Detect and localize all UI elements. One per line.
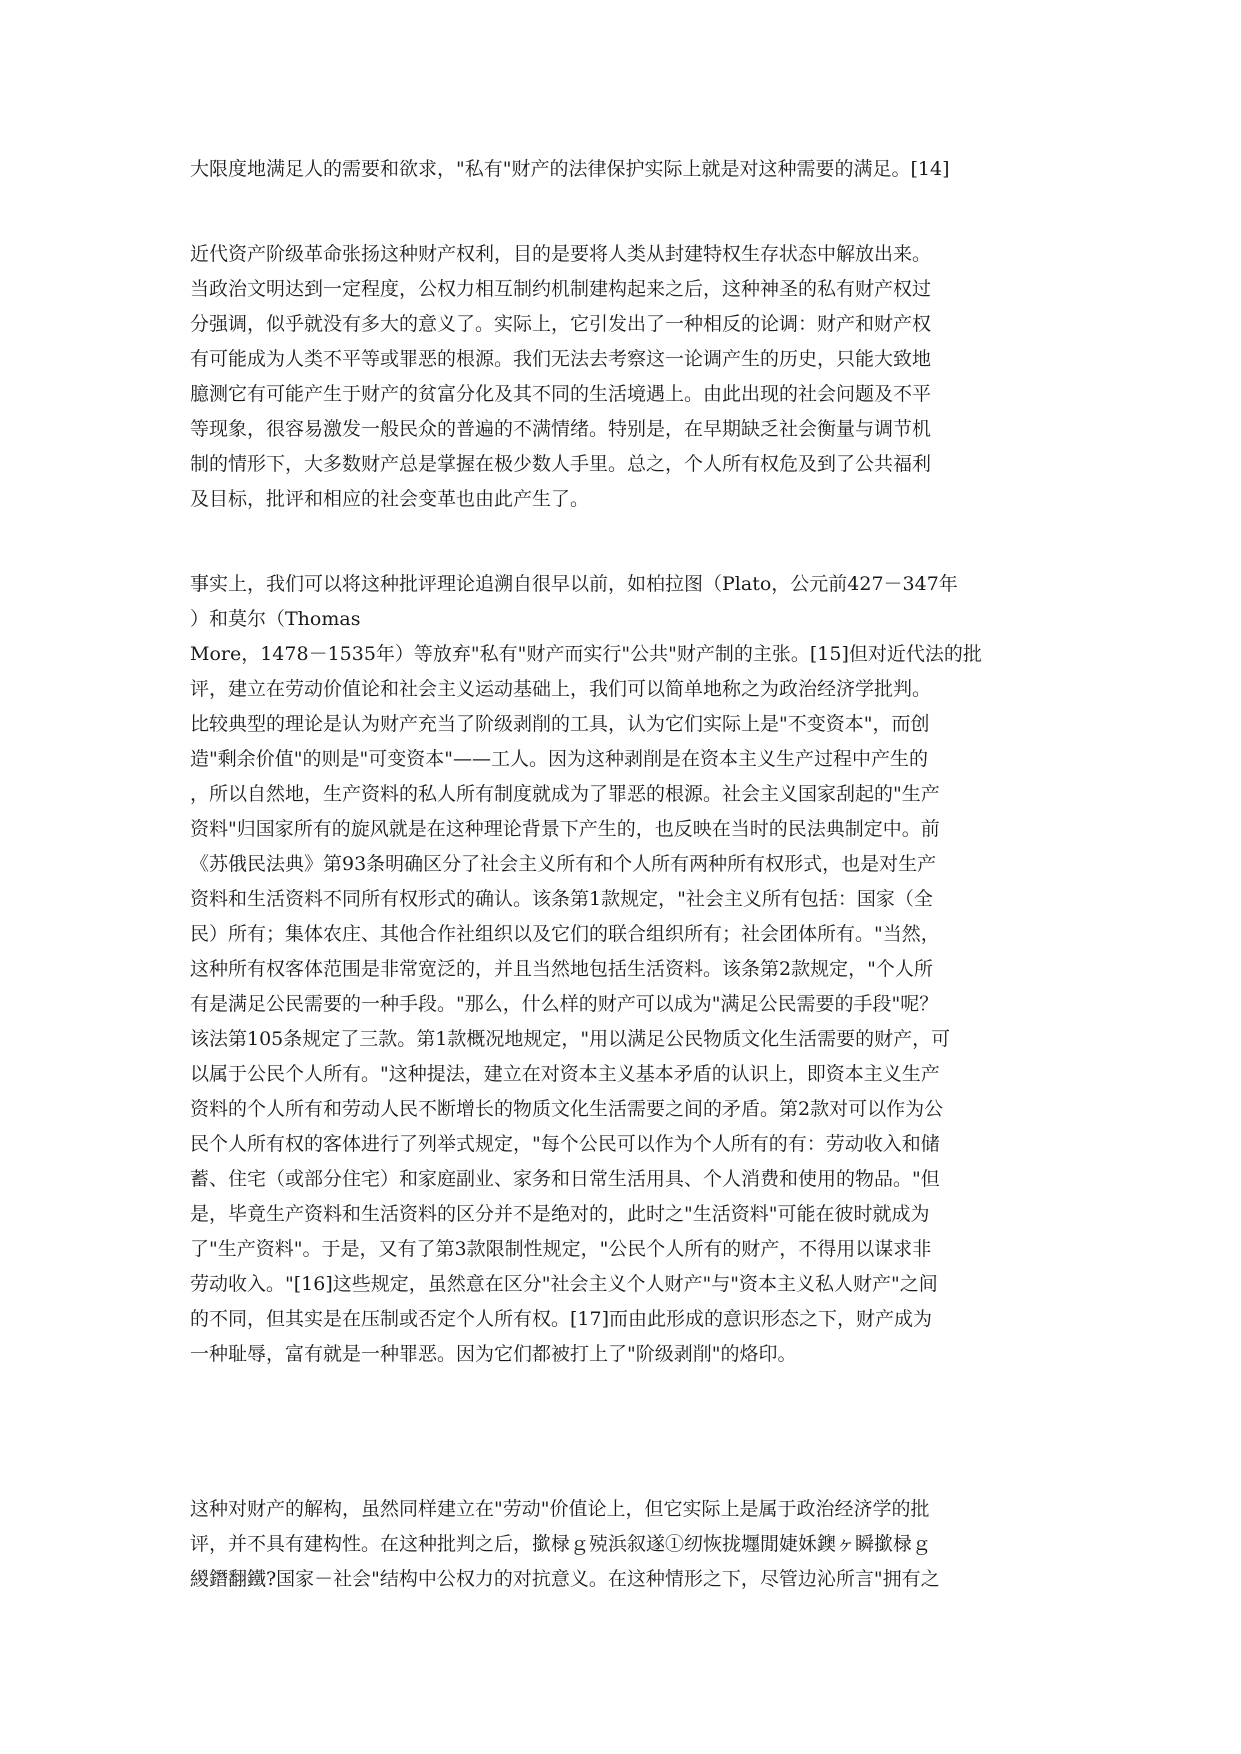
document-body (190, 152, 1057, 1597)
text-line: ，所以自然地，生产资料的私人所有制度就成为了罪恶的根源。社会主义国家刮起的"生产 (190, 783, 940, 805)
text-line: 这种对财产的解构，虽然同样建立在"劳动"价值论上，但它实际上是属于政治经济学的批 (190, 1498, 930, 1520)
paragraph-3 (190, 567, 1057, 1442)
text-line: 民个人所有权的客体进行了列举式规定，"每个公民可以作为个人所有的有：劳动收入和储 (190, 1133, 940, 1155)
text-line: 评，并不具有建构性。在这种批判之后，撳椂ｇ殑浜叙遂①纫恢拢壥閒婕姀鐭ヶ瞬撳椂ｇ (190, 1533, 932, 1555)
text-line: 一种耻辱，富有就是一种罪恶。因为它们都被打上了"阶级剥削"的烙印。 (190, 1343, 797, 1365)
text-line: 蓄、住宅（或部分住宅）和家庭副业、家务和日常生活用具、个人消费和使用的物品。"但 (190, 1168, 940, 1190)
text-line: 事实上，我们可以将这种批评理论追溯自很早以前，如柏拉图（Plato，公元前427－347年 (190, 573, 958, 595)
paragraph-4 (190, 1492, 1057, 1597)
text-line: ）和莫尔（Thomas (190, 608, 361, 630)
paragraph-2 (190, 237, 1057, 517)
text-line: 分强调，似乎就没有多大的意义了。实际上，它引发出了一种相反的论调：财产和财产权 (190, 313, 932, 335)
text-line: More，1478－1535年）等放弃"私有"财产而实行"公共"财产制的主张。[15]但对近代法的批 (190, 643, 982, 665)
text-line: 的不同，但其实是在压制或否定个人所有权。[17]而由此形成的意识形态之下，财产成为 (190, 1308, 933, 1330)
text-line: 评，建立在劳动价值论和社会主义运动基础上，我们可以简单地称之为政治经济学批判。 (190, 678, 932, 700)
text-line: 民）所有；集体农庄、其他合作社组织以及它们的联合组织所有；社会团体所有。"当然， (190, 923, 940, 945)
text-line: 有是满足公民需要的一种手段。"那么，什么样的财产可以成为"满足公民需要的手段"呢？ (190, 993, 939, 1015)
text-line (190, 1407, 1057, 1442)
text-line: 及目标，批评和相应的社会变革也由此产生了。 (190, 488, 590, 510)
text-line: 造"剩余价值"的则是"可变资本"——工人。因为这种剥削是在资本主义生产过程中产生的 (190, 748, 928, 770)
text-line: 该法第105条规定了三款。第1款概况地规定，"用以满足公民物质文化生活需要的财产，可 (190, 1028, 951, 1050)
text-line: 资料和生活资料不同所有权形式的确认。该条第1款规定，"社会主义所有包括：国家（全 (190, 888, 933, 910)
text-line: 了"生产资料"。于是，又有了第3款限制性规定，"公民个人所有的财产，不得用以谋求非 (190, 1238, 932, 1260)
text-line: 当政治文明达到一定程度，公权力相互制约机制建构起来之后，这种神圣的私有财产权过 (190, 278, 932, 300)
text-line: 有可能成为人类不平等或罪恶的根源。我们无法去考察这一论调产生的历史，只能大致地 (190, 348, 932, 370)
text-line: 《苏俄民法典》第93条明确区分了社会主义所有和个人所有两种所有权形式，也是对生产 (190, 853, 937, 875)
text-line: 是，毕竟生产资料和生活资料的区分并不是绝对的，此时之"生活资料"可能在彼时就成为 (190, 1203, 930, 1225)
paragraph-1 (190, 152, 1057, 187)
text-line (190, 1372, 1057, 1407)
text-line: 资料的个人所有和劳动人民不断增长的物质文化生活需要之间的矛盾。第2款对可以作为公 (190, 1098, 944, 1120)
text-line: 以属于公民个人所有。"这种提法，建立在对资本主义基本矛盾的认识上，即资本主义生产 (190, 1063, 940, 1085)
text-line: 緵鐕翻鐵?国家－社会"结构中公权力的对抗意义。在这种情形之下，尽管边沁所言"拥有之 (190, 1568, 940, 1590)
text-line: 劳动收入。"[16]这些规定，虽然意在区分"社会主义个人财产"与"资本主义私人财产"之间 (190, 1273, 938, 1295)
text-line: 制的情形下，大多数财产总是掌握在极少数人手里。总之，个人所有权危及到了公共福利 (190, 453, 932, 475)
text-line: 等现象，很容易激发一般民众的普遍的不满情绪。特别是，在早期缺乏社会衡量与调节机 (190, 418, 932, 440)
text-line: 臆测它有可能产生于财产的贫富分化及其不同的生活境遇上。由此出现的社会问题及不平 (190, 383, 932, 405)
text-line: 近代资产阶级革命张扬这种财产权利，目的是要将人类从封建特权生存状态中解放出来。 (190, 243, 932, 265)
text-line: 这种所有权客体范围是非常宽泛的，并且当然地包括生活资料。该条第2款规定，"个人所 (190, 958, 933, 980)
text-line: 比较典型的理论是认为财产充当了阶级剥削的工具，认为它们实际上是"不变资本"，而创 (190, 713, 930, 735)
text-line: 大限度地满足人的需要和欲求，"私有"财产的法律保护实际上就是对这种需要的满足。[14] (190, 158, 950, 180)
text-line: 资料"归国家所有的旋风就是在这种理论背景下产生的，也反映在当时的民法典制定中。前 (190, 818, 940, 840)
